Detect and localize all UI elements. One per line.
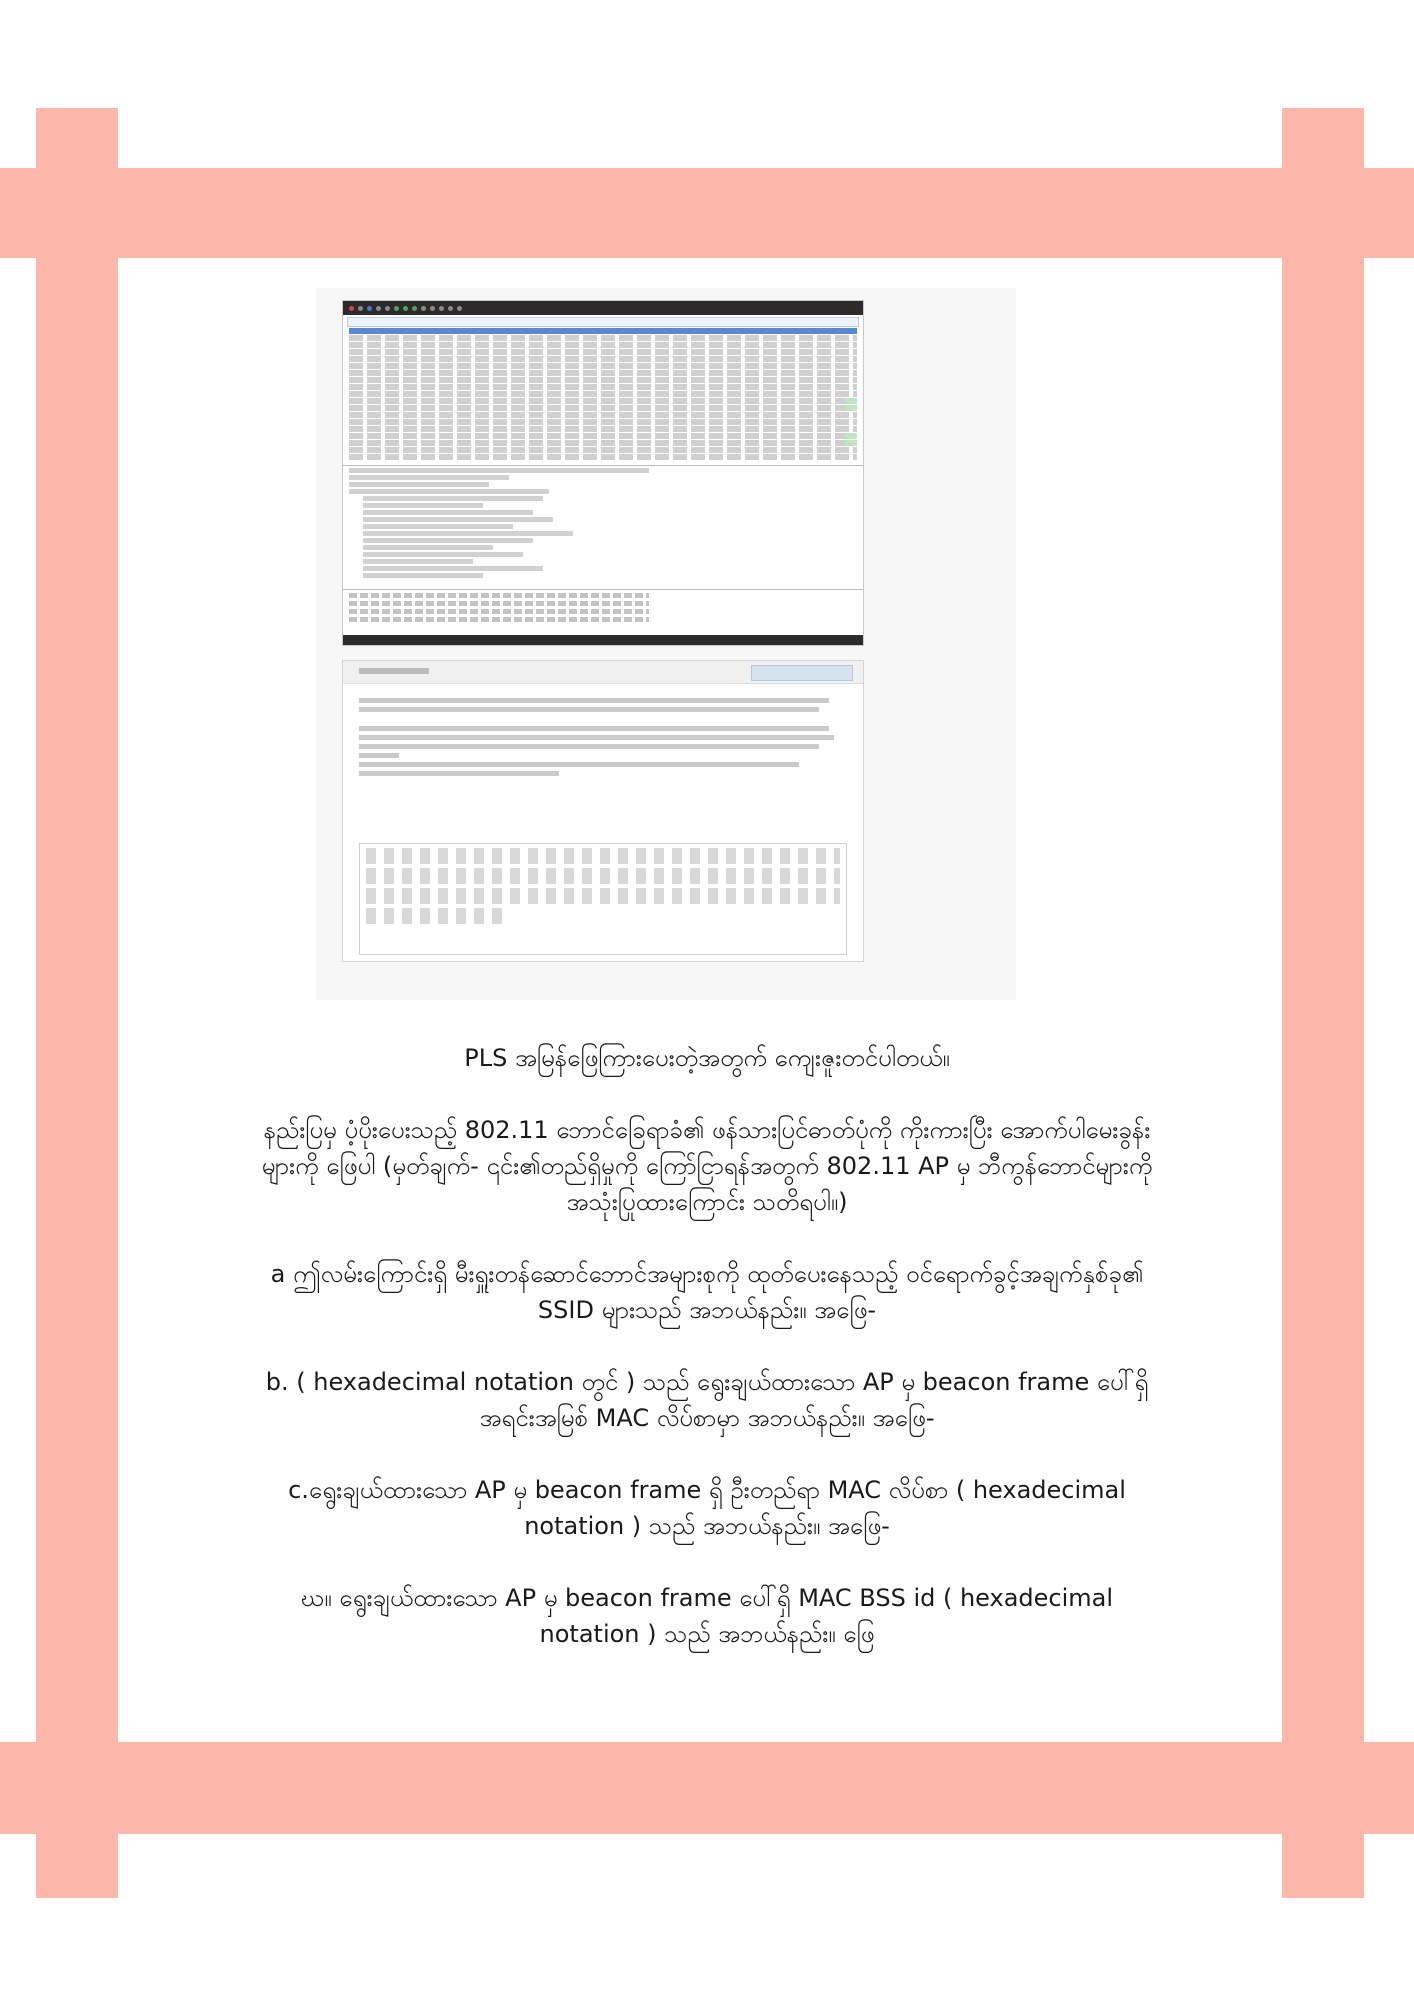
instructions-paragraph: နည်းပြမှ ပံ့ပိုးပေးသည့် 802.11 ဘောင်ခြေရာခံ၏ ဖန်သားပြင်ဓာတ်ပုံကို ကိုးကားပြီး အောက်ပါမေးခွန်းများကို ဖြေပါ (မှတ်ချက်- ၎င်း၏တည်ရှိမှုကို ကြော်ငြာရန်အတွက် 802.11 AP မှ ဘီကွန်ဘောင်များကို အသုံးပြုထားကြောင်း သတိရပါ။): [261, 1116, 1153, 1216]
hex-dump-pane: [343, 589, 863, 634]
question-d: ဃ။ ရွေးချယ်ထားသော AP မှ beacon frame ပေါ်ရှိ MAC BSS id ( hexadecimal notation ) သည် အဘယ်နည်း။ ဖြေ: [300, 1584, 1114, 1648]
packet-row-selected: [349, 328, 857, 334]
points-badge: [751, 665, 853, 681]
packet-list: [343, 327, 863, 463]
frame-bar-top: [0, 168, 1414, 258]
question-c: c.ရွေးချယ်ထားသော AP မှ beacon frame ရှိ ဦးတည်ရာ MAC လိပ်စာ ( hexadecimal notation ) သည် အဘယ်နည်း။ အဖြေ-: [288, 1476, 1126, 1540]
packet-capture-window: [342, 300, 864, 646]
frame-bar-left: [36, 108, 118, 1898]
question-text-block: [250, 1040, 1164, 1688]
question-a: a ဤလမ်းကြောင်းရှိ မီးရှူးတန်ဆောင်ဘောင်အများစုကို ထုတ်ပေးနေသည့် ဝင်ရောက်ခွင့်အချက်နှစ်ခု၏ SSID များသည် အဘယ်နည်း။ အဖြေ-: [270, 1260, 1144, 1324]
thanks-line: PLS အမြန်ဖြေကြားပေးတဲ့အတွက် ကျေးဇူးတင်ပါတယ်။: [464, 1044, 950, 1072]
question-header: [343, 661, 863, 684]
capture-toolbar: [343, 301, 863, 315]
answer-rich-text-editor[interactable]: [359, 843, 847, 955]
frame-bar-bottom: [0, 1742, 1414, 1834]
question-b: b. ( hexadecimal notation တွင် ) သည် ရွေးချယ်ထားသော AP မှ beacon frame ပေါ်ရှိ အရင်းအမြစ် MAC လိပ်စာမှာ အဘယ်နည်း။ အဖြေ-: [265, 1368, 1149, 1432]
capture-status-bar: [343, 635, 863, 645]
packet-details-pane: [343, 465, 863, 588]
quiz-question-panel: [342, 660, 864, 962]
frame-bar-right: [1282, 108, 1364, 1898]
display-filter-bar: [347, 317, 859, 327]
embedded-screenshot: [316, 288, 1016, 1000]
